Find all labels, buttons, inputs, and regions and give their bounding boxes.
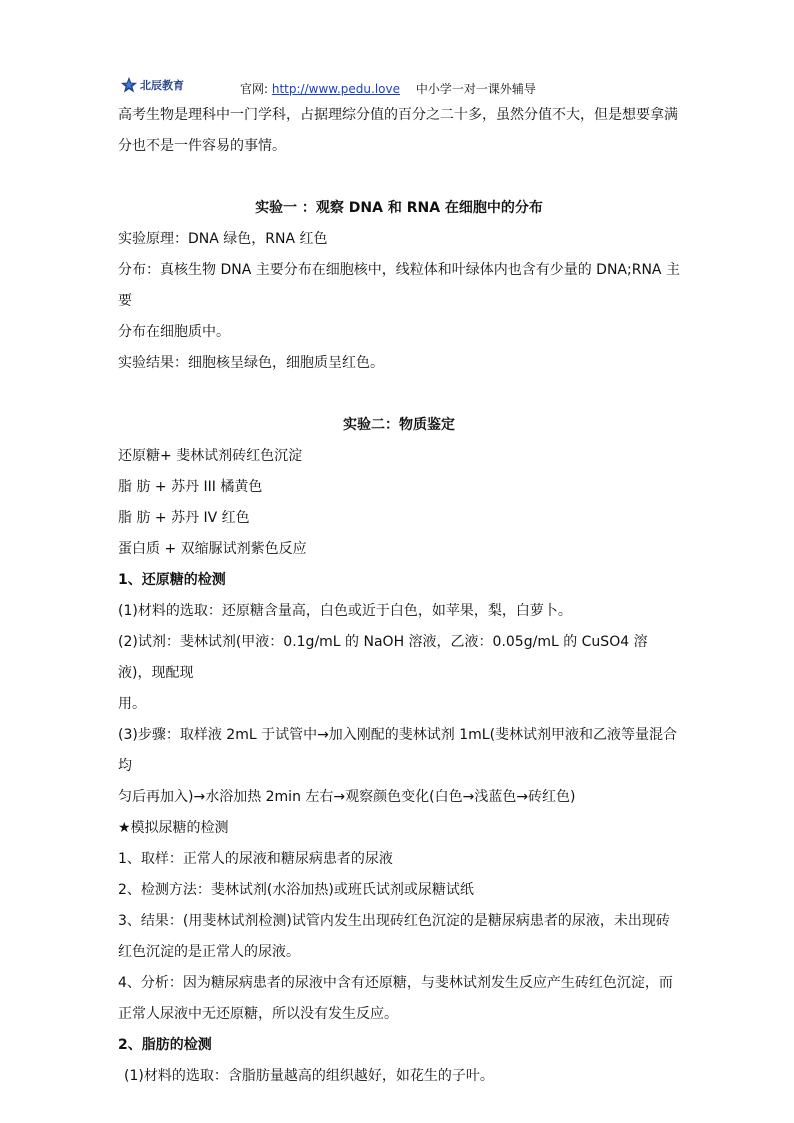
section1-line: (2)试剂：斐林试剂(甲液：0.1g/mL 的 NaOH 溶液，乙液：0.05g/mL 的 CuSO4 溶液)，现配现 bbox=[118, 634, 648, 681]
intro-line-2: 分也不是一件容易的事情。 bbox=[118, 138, 286, 154]
simulate-line: 2、检测方法：斐林试剂(水浴加热)或班氏试剂或尿糖试纸 bbox=[118, 882, 474, 898]
site-url-link[interactable]: http://www.pedu.love bbox=[271, 82, 400, 96]
simulate-line: 3、结果：(用斐林试剂检测)试管内发生出现砖红色沉淀的是糖尿病患者的尿液，未出现砖 bbox=[118, 913, 670, 929]
simulate-line: 1、取样：正常人的尿液和糖尿病患者的尿液 bbox=[118, 851, 393, 867]
exp1-line: 分布在细胞质中。 bbox=[118, 324, 230, 340]
exp1-line: 实验结果：细胞核呈绿色，细胞质呈红色。 bbox=[118, 355, 384, 371]
section1-line: 用。 bbox=[118, 696, 146, 712]
exp2-title: 实验二：物质鉴定 bbox=[343, 417, 455, 433]
exp2-line: 还原糖+ 斐林试剂砖红色沉淀 bbox=[118, 448, 303, 464]
simulate-line: 4、分析：因为糖尿病患者的尿液中含有还原糖，与斐林试剂发生反应产生砖红色沉淀，而 bbox=[118, 975, 673, 991]
intro-line-1: 高考生物是理科中一门学科，占据理综分值的百分之二十多，虽然分值不大，但是想要拿满 bbox=[118, 107, 678, 123]
exp2-line: 脂 肪 + 苏丹 IV 红色 bbox=[118, 510, 250, 526]
section1-line: (1)材料的选取：还原糖含量高，白色或近于白色，如苹果，梨，白萝卜。 bbox=[118, 603, 572, 619]
logo bbox=[120, 76, 184, 94]
site-label: 官网: bbox=[240, 82, 269, 96]
star-logo-icon bbox=[120, 76, 138, 94]
exp1-line: 分布：真核生物 DNA 主要分布在细胞核中，线粒体和叶绿体内也含有少量的 DNA;RNA 主要 bbox=[118, 262, 680, 309]
exp2-line: 蛋白质 + 双缩脲试剂紫色反应 bbox=[118, 541, 307, 557]
header-info bbox=[240, 80, 536, 97]
simulate-line: 红色沉淀的是正常人的尿液。 bbox=[118, 944, 300, 960]
exp1-title: 实验一 ：观察 DNA 和 RNA 在细胞中的分布 bbox=[255, 200, 543, 216]
section1-title: 1、还原糖的检测 bbox=[118, 572, 226, 588]
section2-line: (1)材料的选取：含脂肪量越高的组织越好，如花生的子叶。 bbox=[124, 1068, 494, 1084]
section1-line: (3)步骤：取样液 2mL 于试管中→加入刚配的斐林试剂 1mL(斐林试剂甲液和乙液等量混合均 bbox=[118, 727, 678, 774]
exp1-line: 实验原理：DNA 绿色，RNA 红色 bbox=[118, 231, 328, 247]
logo-text: 北辰教育 bbox=[140, 79, 184, 92]
simulate-line: 正常人尿液中无还原糖，所以没有发生反应。 bbox=[118, 1006, 398, 1022]
document-body bbox=[118, 100, 680, 1092]
page-header bbox=[0, 74, 794, 98]
section2-title: 2、脂肪的检测 bbox=[118, 1037, 212, 1053]
tagline: 中小学一对一课外辅导 bbox=[415, 82, 536, 96]
exp2-line: 脂 肪 + 苏丹 III 橘黄色 bbox=[118, 479, 263, 495]
simulate-title: ★模拟尿糖的检测 bbox=[118, 820, 229, 836]
section1-line: 匀后再加入)→水浴加热 2min 左右→观察颜色变化(白色→浅蓝色→砖红色) bbox=[118, 789, 576, 805]
